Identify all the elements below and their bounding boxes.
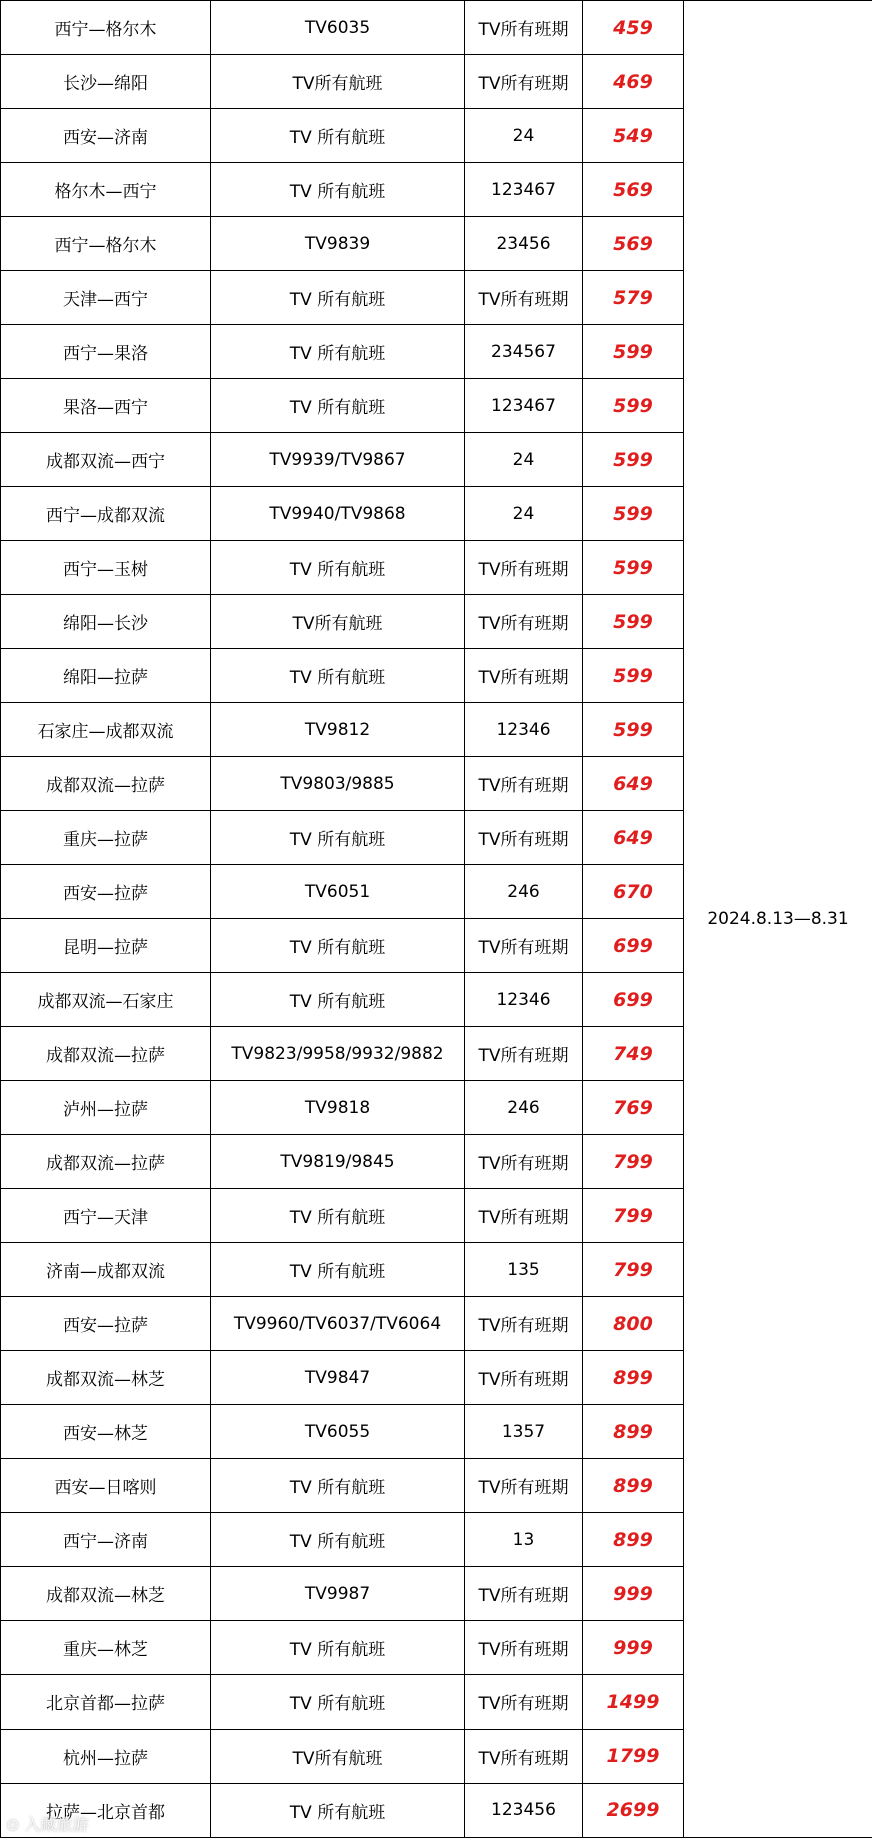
route-cell: 西宁—格尔木 <box>1 1 211 55</box>
price-cell: 699 <box>583 973 684 1027</box>
price-cell: 579 <box>583 271 684 325</box>
schedule-cell: 234567 <box>465 325 583 379</box>
route-cell: 绵阳—长沙 <box>1 595 211 649</box>
route-cell: 成都双流—西宁 <box>1 433 211 487</box>
flight-number-cell: TV 所有航班 <box>211 1783 465 1837</box>
flight-number-cell: TV 所有航班 <box>211 379 465 433</box>
watermark: ⊙ 入藏旅游 <box>6 1815 89 1834</box>
flight-number-cell: TV所有航班 <box>211 595 465 649</box>
price-cell: 899 <box>583 1405 684 1459</box>
price-cell: 749 <box>583 1027 684 1081</box>
schedule-cell: TV所有班期 <box>465 1135 583 1189</box>
route-cell: 绵阳—拉萨 <box>1 649 211 703</box>
schedule-cell: TV所有班期 <box>465 1297 583 1351</box>
schedule-cell: TV所有班期 <box>465 271 583 325</box>
price-cell: 599 <box>583 649 684 703</box>
price-cell: 899 <box>583 1351 684 1405</box>
flight-number-cell: TV 所有航班 <box>211 1621 465 1675</box>
schedule-cell: TV所有班期 <box>465 1189 583 1243</box>
price-cell: 999 <box>583 1567 684 1621</box>
flight-number-cell: TV 所有航班 <box>211 1675 465 1729</box>
route-cell: 成都双流—石家庄 <box>1 973 211 1027</box>
flight-number-cell: TV9987 <box>211 1567 465 1621</box>
schedule-cell: 246 <box>465 1081 583 1135</box>
schedule-cell: 123467 <box>465 163 583 217</box>
route-cell: 泸州—拉萨 <box>1 1081 211 1135</box>
schedule-cell: TV所有班期 <box>465 1567 583 1621</box>
price-cell: 599 <box>583 487 684 541</box>
schedule-cell: 23456 <box>465 217 583 271</box>
price-cell: 899 <box>583 1513 684 1567</box>
price-cell: 459 <box>583 1 684 55</box>
schedule-cell: TV所有班期 <box>465 757 583 811</box>
schedule-cell: 24 <box>465 433 583 487</box>
flight-number-cell: TV 所有航班 <box>211 649 465 703</box>
flight-number-cell: TV 所有航班 <box>211 1513 465 1567</box>
route-cell: 拉萨—北京首都 <box>1 1783 211 1837</box>
schedule-cell: 12346 <box>465 973 583 1027</box>
route-cell: 成都双流—拉萨 <box>1 1027 211 1081</box>
route-cell: 格尔木—西宁 <box>1 163 211 217</box>
route-cell: 果洛—西宁 <box>1 379 211 433</box>
price-cell: 649 <box>583 757 684 811</box>
flight-number-cell: TV 所有航班 <box>211 271 465 325</box>
schedule-cell: 13 <box>465 1513 583 1567</box>
schedule-cell: TV所有班期 <box>465 541 583 595</box>
flight-number-cell: TV所有航班 <box>211 1729 465 1783</box>
route-cell: 西安—拉萨 <box>1 1297 211 1351</box>
flight-number-cell: TV 所有航班 <box>211 1189 465 1243</box>
schedule-cell: TV所有班期 <box>465 919 583 973</box>
route-cell: 杭州—拉萨 <box>1 1729 211 1783</box>
flight-number-cell: TV9818 <box>211 1081 465 1135</box>
schedule-cell: TV所有班期 <box>465 1027 583 1081</box>
flight-number-cell: TV 所有航班 <box>211 109 465 163</box>
price-cell: 999 <box>583 1621 684 1675</box>
schedule-cell: TV所有班期 <box>465 1675 583 1729</box>
schedule-cell: 24 <box>465 487 583 541</box>
price-cell: 599 <box>583 433 684 487</box>
route-cell: 重庆—林芝 <box>1 1621 211 1675</box>
price-cell: 799 <box>583 1243 684 1297</box>
route-cell: 济南—成都双流 <box>1 1243 211 1297</box>
route-cell: 长沙—绵阳 <box>1 55 211 109</box>
route-cell: 西宁—果洛 <box>1 325 211 379</box>
price-cell: 599 <box>583 541 684 595</box>
route-cell: 石家庄—成都双流 <box>1 703 211 757</box>
flight-number-cell: TV 所有航班 <box>211 811 465 865</box>
schedule-cell: 12346 <box>465 703 583 757</box>
schedule-cell: TV所有班期 <box>465 55 583 109</box>
route-cell: 成都双流—林芝 <box>1 1351 211 1405</box>
schedule-cell: TV所有班期 <box>465 649 583 703</box>
flight-number-cell: TV6055 <box>211 1405 465 1459</box>
flight-number-cell: TV 所有航班 <box>211 1243 465 1297</box>
price-cell: 569 <box>583 217 684 271</box>
route-cell: 西宁—成都双流 <box>1 487 211 541</box>
schedule-cell: 24 <box>465 109 583 163</box>
price-cell: 899 <box>583 1459 684 1513</box>
route-cell: 成都双流—拉萨 <box>1 757 211 811</box>
flight-number-cell: TV 所有航班 <box>211 1459 465 1513</box>
schedule-cell: 135 <box>465 1243 583 1297</box>
price-cell: 769 <box>583 1081 684 1135</box>
price-cell: 549 <box>583 109 684 163</box>
route-cell: 西宁—玉树 <box>1 541 211 595</box>
price-cell: 800 <box>583 1297 684 1351</box>
route-cell: 昆明—拉萨 <box>1 919 211 973</box>
route-cell: 重庆—拉萨 <box>1 811 211 865</box>
price-cell: 799 <box>583 1189 684 1243</box>
price-cell: 649 <box>583 811 684 865</box>
price-cell: 670 <box>583 865 684 919</box>
schedule-cell: TV所有班期 <box>465 1459 583 1513</box>
flight-number-cell: TV9960/TV6037/TV6064 <box>211 1297 465 1351</box>
schedule-cell: 246 <box>465 865 583 919</box>
validity-date-cell: 2024.8.13—8.31 <box>684 1 872 1838</box>
flight-number-cell: TV 所有航班 <box>211 325 465 379</box>
flight-number-cell: TV9939/TV9867 <box>211 433 465 487</box>
flight-number-cell: TV 所有航班 <box>211 163 465 217</box>
flight-number-cell: TV9940/TV9868 <box>211 487 465 541</box>
route-cell: 成都双流—拉萨 <box>1 1135 211 1189</box>
flight-number-cell: TV9839 <box>211 217 465 271</box>
route-cell: 西安—济南 <box>1 109 211 163</box>
schedule-cell: TV所有班期 <box>465 1621 583 1675</box>
flight-number-cell: TV6051 <box>211 865 465 919</box>
flight-number-cell: TV9847 <box>211 1351 465 1405</box>
table-row <box>1 1 872 55</box>
flight-number-cell: TV9812 <box>211 703 465 757</box>
price-cell: 1799 <box>583 1729 684 1783</box>
flight-number-cell: TV 所有航班 <box>211 919 465 973</box>
schedule-cell: TV所有班期 <box>465 1351 583 1405</box>
price-cell: 599 <box>583 379 684 433</box>
route-cell: 天津—西宁 <box>1 271 211 325</box>
schedule-cell: TV所有班期 <box>465 1729 583 1783</box>
schedule-cell: 123467 <box>465 379 583 433</box>
schedule-cell: 123456 <box>465 1783 583 1837</box>
route-cell: 西安—林芝 <box>1 1405 211 1459</box>
price-cell: 569 <box>583 163 684 217</box>
flight-number-cell: TV 所有航班 <box>211 973 465 1027</box>
flight-number-cell: TV6035 <box>211 1 465 55</box>
schedule-cell: TV所有班期 <box>465 595 583 649</box>
price-cell: 1499 <box>583 1675 684 1729</box>
flight-number-cell: TV9819/9845 <box>211 1135 465 1189</box>
schedule-cell: 1357 <box>465 1405 583 1459</box>
route-cell: 西安—日喀则 <box>1 1459 211 1513</box>
price-cell: 599 <box>583 595 684 649</box>
schedule-cell: TV所有班期 <box>465 811 583 865</box>
price-cell: 599 <box>583 703 684 757</box>
price-cell: 799 <box>583 1135 684 1189</box>
route-cell: 西安—拉萨 <box>1 865 211 919</box>
route-cell: 西宁—格尔木 <box>1 217 211 271</box>
flight-number-cell: TV9823/9958/9932/9882 <box>211 1027 465 1081</box>
flight-number-cell: TV9803/9885 <box>211 757 465 811</box>
route-cell: 西宁—天津 <box>1 1189 211 1243</box>
schedule-cell: TV所有班期 <box>465 1 583 55</box>
price-cell: 469 <box>583 55 684 109</box>
route-cell: 西宁—济南 <box>1 1513 211 1567</box>
fare-table-body <box>1 1 872 1838</box>
flight-number-cell: TV所有航班 <box>211 55 465 109</box>
price-cell: 699 <box>583 919 684 973</box>
price-cell: 2699 <box>583 1783 684 1837</box>
price-cell: 599 <box>583 325 684 379</box>
route-cell: 成都双流—林芝 <box>1 1567 211 1621</box>
flight-number-cell: TV 所有航班 <box>211 541 465 595</box>
route-cell: 北京首都—拉萨 <box>1 1675 211 1729</box>
